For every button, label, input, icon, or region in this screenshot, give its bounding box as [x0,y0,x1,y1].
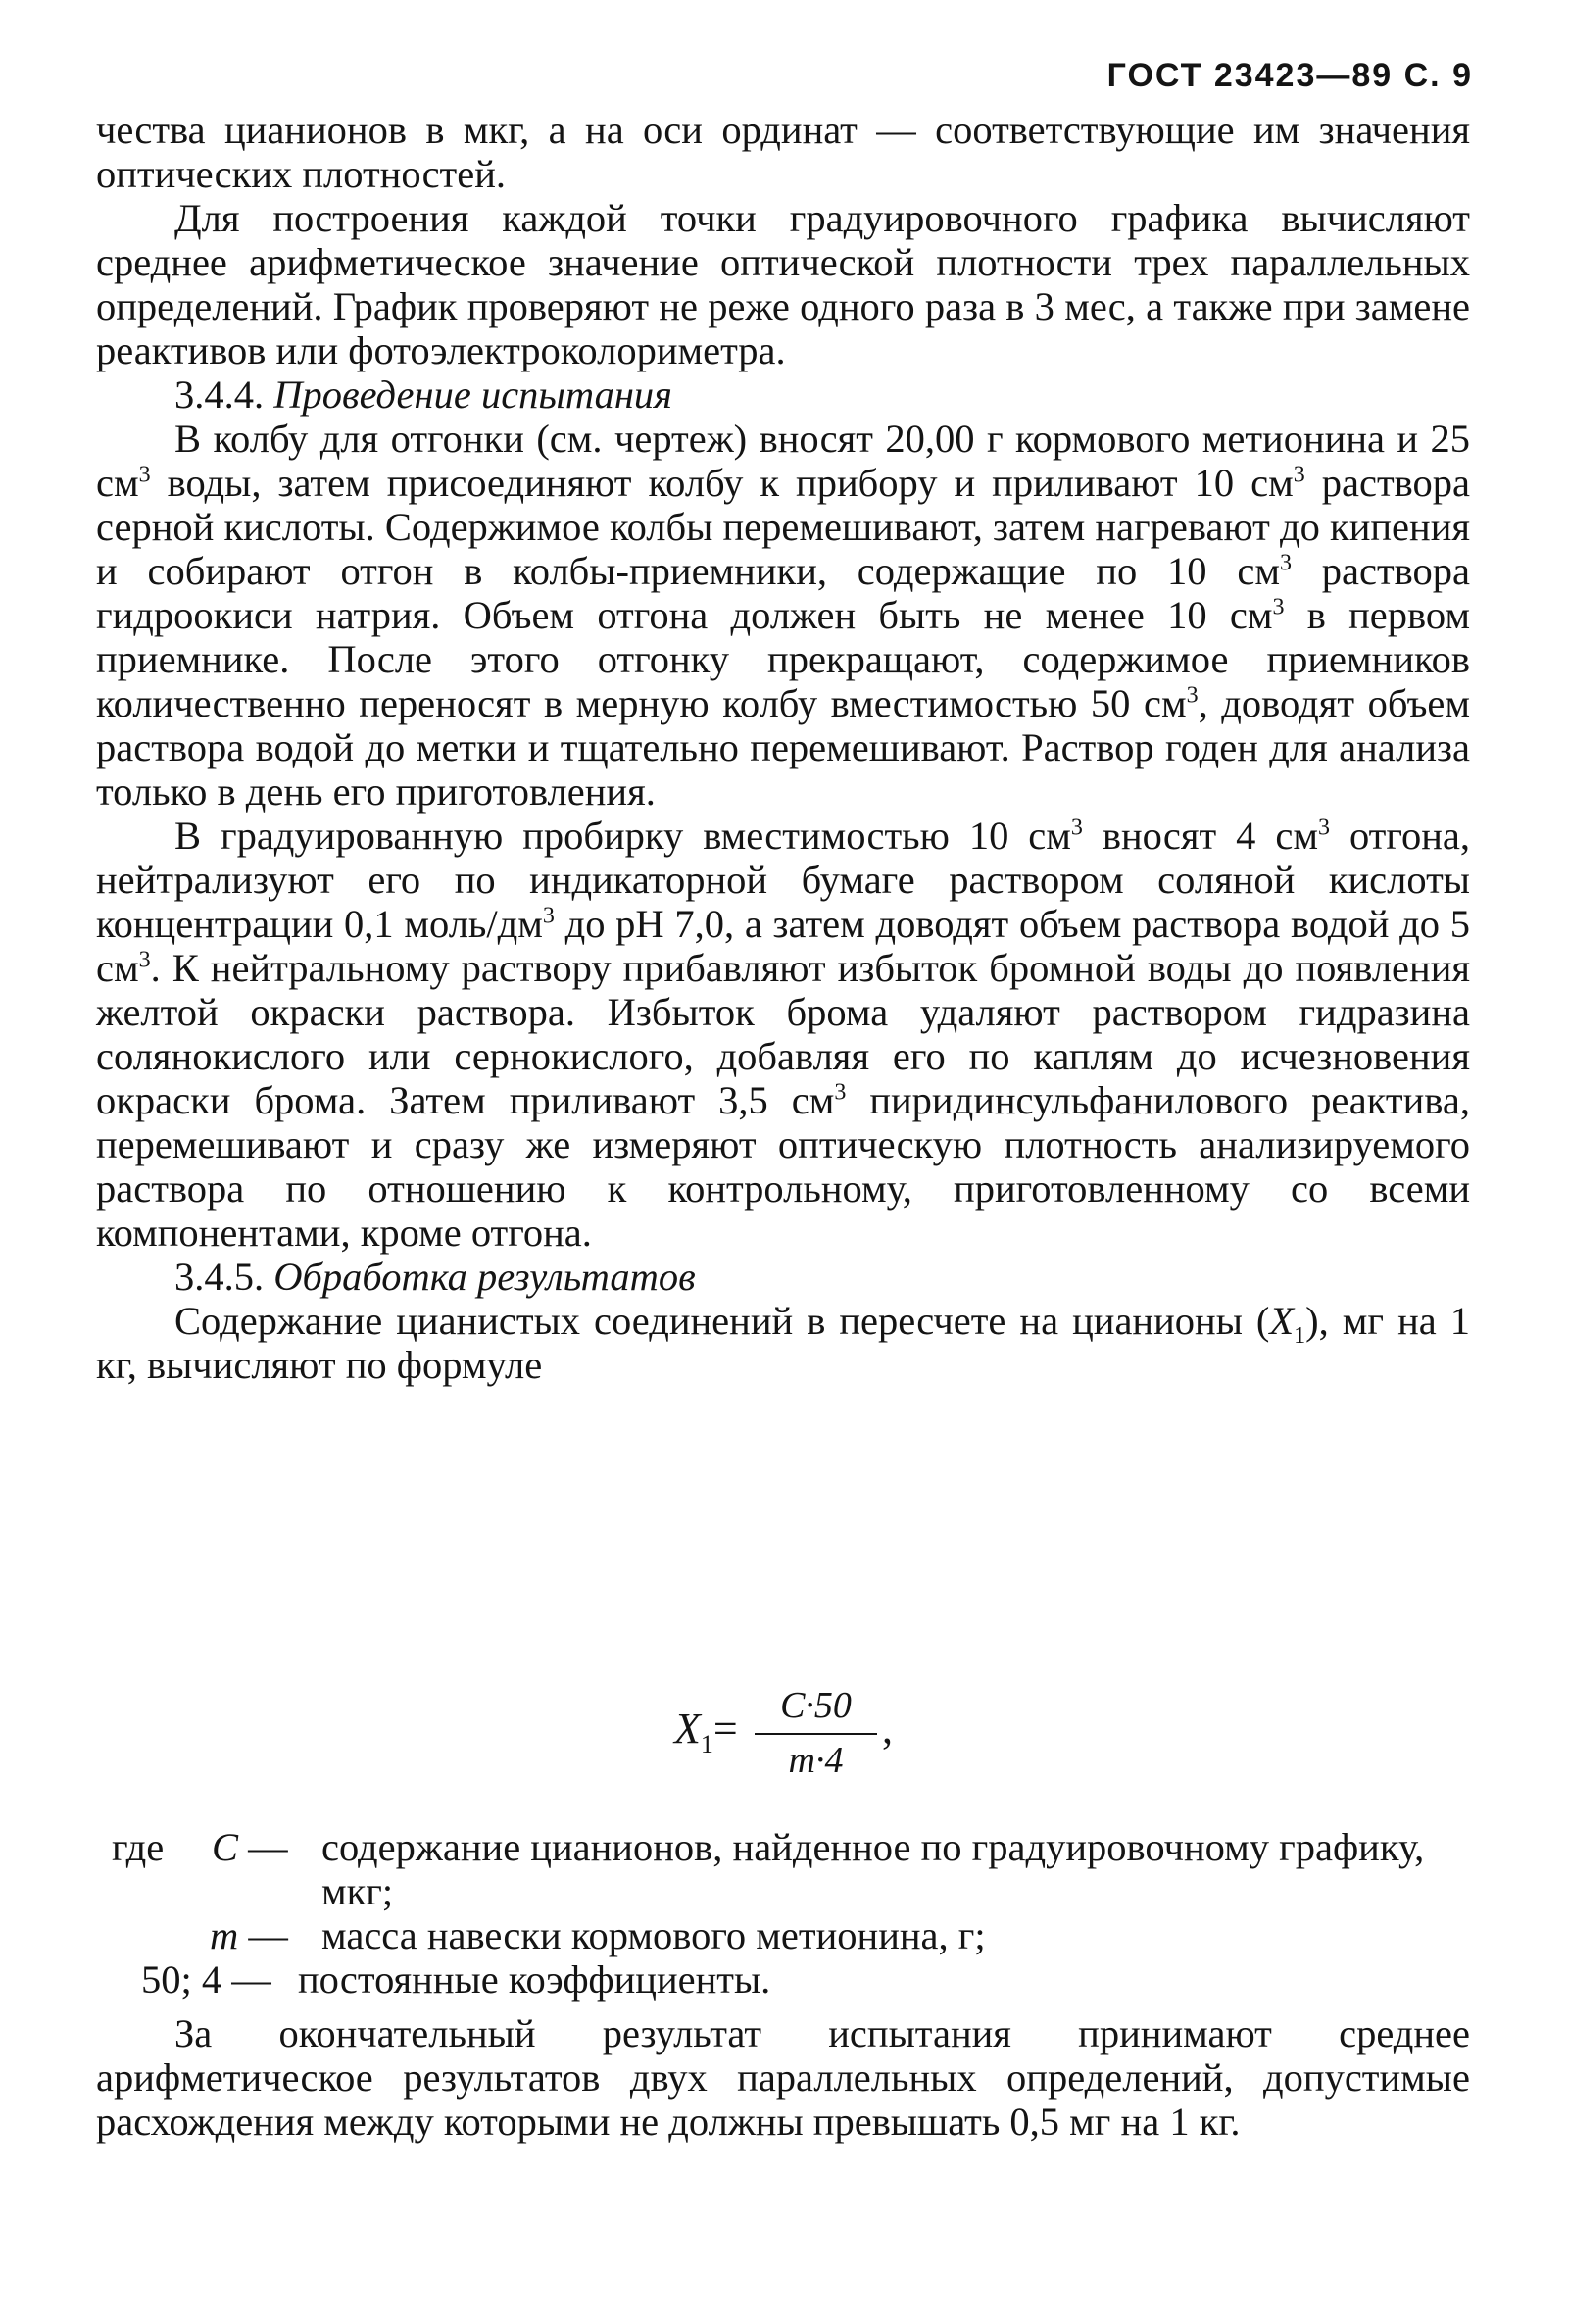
legend-symbol [141,1957,271,2002]
superscript: 3 [1272,594,1285,620]
paragraph-procedure [96,417,1470,814]
legend-symbol [210,1913,288,1957]
paragraph-calculation [96,1299,1470,1387]
formula-legend [96,1825,1470,2002]
superscript: 3 [1293,462,1305,488]
formula-lhs [674,1704,738,1758]
text-fragment: отгона, нейтрализуют его по индикаторной бумаге раствором соляной кислоты концентрации 0,1 моль/дм [96,814,1470,946]
variable: X [1269,1299,1295,1343]
text-fragment: раствора гидроокиси натрия. Объем отгона должен быть не менее 10 см [96,549,1470,637]
legend-dash: — [221,1957,271,2002]
text-fragment: воды, затем присоединяют колбу к прибору и приливают 10 см [150,461,1294,505]
section-heading-3-4-5 [96,1255,1470,1299]
formula-denominator: m·4 [788,1740,844,1781]
text-fragment: . К нейтральному раствору прибавляют избыток бромной воды до появления желтой окраски раствора. Избыток брома удаляют раствором гидразина солянокислого или сернокислого, добавляя его по каплям до исчезновения окраски брома. Затем приливают 3,5 см [96,946,1470,1122]
text-fragment: в первом приемнике. После этого отгонку прекращают, содержимое приемников количественно переносят в мерную колбу вместимостью 50 см [96,593,1470,725]
text-fragment: вносят 4 см [1082,814,1318,858]
superscript: 3 [1279,550,1292,576]
text-fragment: раствора серной кислоты. Содержимое колбы перемешивают, затем нагревают до кипения и собирают отгон в колбы-приемники, содержащие по 10 см [96,461,1470,593]
legend-lead: где [112,1825,165,1869]
text-fragment: В колбу для отгонки (см. чертеж) вносят 20,00 г кормового метионина и 25 см [96,417,1470,505]
superscript: 3 [542,903,555,929]
superscript: 3 [834,1079,847,1106]
formula-variable: X [674,1705,701,1753]
section-heading-3-4-4 [96,372,1470,417]
superscript: 3 [1318,815,1330,841]
superscript: 3 [1186,682,1199,709]
text-fragment: до pH 7,0, а затем доводят объем раствора водой до 5 см [96,902,1470,990]
legend-description: постоянные коэффициенты. [298,1957,771,2002]
legend-dash: — [238,1825,288,1869]
paragraph-continuation: чества цианионов в мкг, а на оси ординат — соответствующие им значения оптических плотностей. [96,108,1470,196]
legend-description: масса навески кормового метионина, г; [321,1913,986,1957]
final-paragraph [96,2011,1470,2144]
page-header: ГОСТ 23423—89 С. 9 [1106,57,1473,94]
text-fragment: В градуированную пробирку вместимостью 10 см [174,814,1071,858]
formula-fraction [755,1684,877,1782]
subscript: 1 [1294,1323,1306,1350]
legend-symbol-text: 50; 4 [141,1957,222,2002]
legend-row [96,1913,1470,1957]
legend-symbol-text: m [210,1913,239,1957]
legend-symbol-text: C [212,1825,239,1869]
formula-equals: = [712,1705,738,1753]
paragraph-result: За окончательный результат испытания принимают среднее арифметическое результатов двух параллельных определений, допустимые расхождения между которыми не должны превышать 0,5 мг на 1 кг. [96,2011,1470,2144]
superscript: 3 [138,462,151,488]
paragraph-calibration: Для построения каждой точки градуировочного графика вычисляют среднее арифметическое значение оптической плотности трех параллельных определений. График проверяют не реже одного раза в 3 мес, а также при замене реактивов или фотоэлектроколориметра. [96,196,1470,372]
legend-description: содержание цианионов, найденное по градуировочному графику, мкг; [321,1825,1425,1913]
superscript: 3 [1070,815,1083,841]
formula-subscript: 1 [700,1729,713,1758]
formula-numerator: C·50 [755,1684,877,1735]
formula-comma: , [882,1705,893,1753]
legend-row [96,1957,1470,2002]
legend-dash: — [238,1913,288,1957]
text-fragment: Содержание цианистых соединений в пересчете на цианионы ( [174,1299,1270,1343]
legend-row [96,1825,1470,1913]
section-title: Проведение испытания [273,372,673,417]
legend-symbol [212,1825,288,1869]
section-number: 3.4.5. [174,1255,265,1299]
text-fragment: , доводят объем раствора водой до метки и тщательно перемешивают. Раствор годен для анализа только в день его приготовления. [96,681,1470,814]
formula [0,1684,1569,1792]
section-title: Обработка результатов [273,1255,696,1299]
main-text [96,108,1470,1387]
text-fragment: пиридинсульфанилового реактива, перемешивают и сразу же измеряют оптическую плотность анализируемого раствора по отношению к контрольному, приготовленному со всеми компонентами, кроме отгона. [96,1078,1470,1255]
text-fragment: ), мг на 1 кг, вычисляют по формуле [96,1299,1470,1387]
section-number: 3.4.4. [174,372,265,417]
paragraph-test-tube [96,814,1470,1255]
superscript: 3 [138,947,151,973]
